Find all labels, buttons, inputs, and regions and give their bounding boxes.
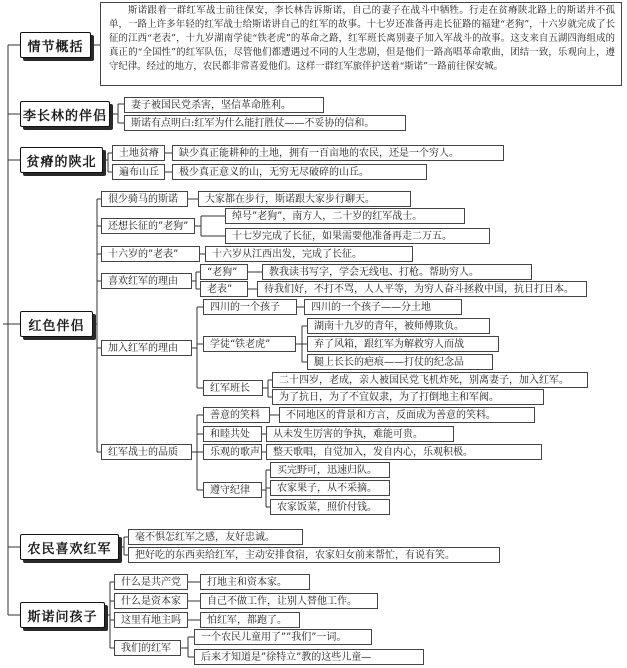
sichuan-child-detail: 四川的一个孩子——分土地: [304, 299, 462, 315]
like-red-army-label: 喜欢红军的理由: [101, 273, 192, 289]
snow-rarely-ride-detail: 大家都在步行，斯诺跟大家步行聊天。: [198, 191, 411, 207]
our-red-army-detail-2: 后来才知道是”徐特立”教的这些儿童—: [194, 649, 424, 665]
iron-tiger-detail-3: 腿上长长的疤痕——打仗的纪念品: [307, 354, 493, 370]
section-snow-asks-children: 斯诺问孩子: [20, 602, 105, 628]
our-red-army-detail-1: 一个农民儿童用了””我们”一词。: [194, 629, 372, 645]
snow-understand-item: 斯诺有点明白:红军为什么能打胜仗——不妥协的信和。: [124, 115, 406, 131]
plot-summary-text: 斯诺跟着一群红军战士前往保安，李长林告诉斯诺，自己的妻子在战斗中牺牲。行走在贫瘠陕北路上的斯诺并不孤单，一路上许多年轻的红军战士给斯诺讲自己的红军的故事。十七岁还准备再走长征路的福建“老狗”，十六岁就完成了长征的江西“老表”，十九岁湖南学徒“铁老虎”的革命之路，红军班长离别妻子加入军战斗的故事。这支来自五湖四海组成的真正的“全国性”的红军队伍，尽管他们都遭遇过不同的人生悲剧，但是他们一路高唱革命歌曲，团结一致，乐观向上，遵守纪律。经过的地方，农民都非常喜爱他们。这样一群红军旅伴护送着“斯诺”一路前往保安城。: [100, 2, 622, 86]
join-red-army-label: 加入红军的理由: [101, 340, 192, 356]
farmers-item-1: 毫不惧怎红军之感，友好忠诚。: [128, 529, 303, 545]
optimistic-song-detail: 整天歌唱，自觉加入，发自内心，乐观积极。: [266, 444, 542, 460]
optimistic-song-label: 乐观的歌声: [203, 444, 262, 460]
good-jokes-label: 善意的笑料: [203, 407, 270, 423]
harmony-label: 和睦共处: [203, 426, 262, 442]
barren-land-detail: 缺少真正能耕种的土地，拥有一百亩地的农民，还是一个穷人。: [172, 145, 504, 161]
li-wife-item: 妻子被国民党杀害，坚信革命胜利。: [124, 97, 324, 113]
iron-tiger-detail-1: 湖南十九岁的青年，被师傅欺负。: [307, 318, 490, 334]
section-li-changlin: 李长林的伴侣: [20, 101, 110, 127]
any-landlord-detail: 怕红军，都跑了。: [200, 612, 300, 628]
what-capitalist-detail: 自己不做工作，让别人替他工作。: [200, 593, 378, 609]
what-communist-detail: 打地主和资本家。: [200, 574, 310, 590]
discipline-label: 遵守纪律: [203, 482, 262, 498]
iron-tiger-detail-2: 弃了风箱，跟红军为解救穷人而战: [307, 336, 499, 352]
our-red-army-label: 我们的红军: [114, 640, 181, 656]
discipline-detail-3: 农家饭菜，照价付钱。: [270, 499, 390, 515]
any-landlord-label: 这里有地主吗: [114, 612, 188, 628]
like-laobiao-detail: 待我们好，不打不骂，人人平等，为穷人奋斗拯救中国，抗日打日本。: [257, 281, 587, 297]
sichuan-child-label: 四川的一个孩子: [203, 299, 297, 315]
snow-rarely-ride-label: 很少骑马的斯诺: [101, 191, 188, 207]
squad-leader-detail-2: 为了抗日，为了不宜奴隶，为了打倒地主和军阀。: [272, 389, 544, 405]
what-capitalist-label: 什么是资本家: [114, 593, 188, 609]
section-farmers-like-army: 农民喜欢红军: [20, 534, 119, 560]
squad-leader-detail-1: 二十四岁，老成，亲人被国民党飞机炸死，别离妻子，加入红军。: [272, 372, 588, 388]
good-jokes-detail: 不同地区的背景和方言，反面成为善意的笑料。: [279, 407, 535, 423]
squad-leader-label: 红军班长: [203, 380, 263, 396]
iron-tiger-label: 学徒“铁老虎”: [203, 336, 296, 352]
section-barren-shaanbei: 贫瘠的陕北: [20, 147, 103, 173]
harmony-detail: 从未发生厉害的争执，难能可贵。: [266, 426, 454, 442]
barren-land-label: 土地贫瘠: [112, 145, 165, 161]
old-dog-detail-1: 绰号”老狗”，南方人，二十岁的红军战士。: [225, 208, 465, 224]
laobiao-detail: 十六岁从江西出发，完成了长征。: [205, 246, 413, 262]
old-dog-detail-2: 十七岁完成了长征，如果需要他准备再走二万五。: [225, 228, 490, 244]
section-red-companions: 红色伴侣: [20, 311, 93, 337]
like-old-dog-label: “老狗”: [200, 264, 248, 280]
hills-detail: 极少真正意义的山，无穷无尽破碎的山丘。: [172, 164, 427, 180]
like-laobiao-label: 老表”: [200, 281, 248, 297]
discipline-detail-2: 农家果子，从不采摘。: [270, 480, 390, 496]
soldier-qualities-label: 红军战士的品质: [101, 444, 192, 460]
what-communist-label: 什么是共产党: [114, 574, 188, 590]
hills-label: 遍布山丘: [112, 164, 165, 180]
section-plot-summary: 情节概括: [20, 32, 91, 58]
old-dog-label: 还想长征的”老狗”: [101, 218, 195, 234]
laobiao-label: 十六岁的”老表”: [101, 246, 200, 262]
like-old-dog-detail: 教我读书写字，学会无线电、打枪。帮助穷人。: [262, 264, 532, 280]
farmers-item-2: 把好吃的东西卖给红军，主动安排食宿，农家妇女前来帮忙，有说有笑。: [128, 547, 500, 563]
discipline-detail-1: 买完野可，迅速归队。: [270, 462, 390, 478]
